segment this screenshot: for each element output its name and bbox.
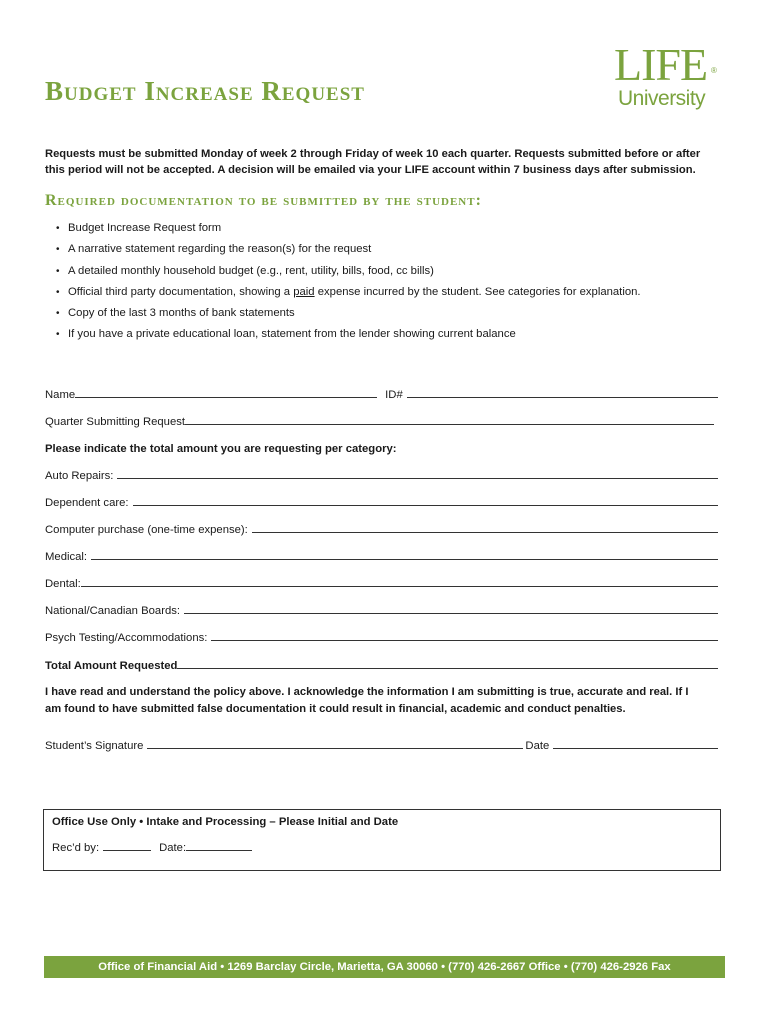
- acknowledgement-line-2: am found to have submitted false documentation it could result in financial, academic and conduct penalties.: [45, 703, 626, 715]
- logo-registered-mark: ®: [711, 66, 717, 75]
- footer-contact: Office of Financial Aid • 1269 Barclay Circle, Marietta, GA 30060 • (770) 426-2667 Office • (770) 426-2926 Fax: [98, 961, 671, 973]
- quarter-label: Quarter Submitting Request: [45, 416, 186, 428]
- computer-purchase-field[interactable]: [252, 532, 718, 533]
- name-field[interactable]: [75, 397, 377, 398]
- category-row-medical: [45, 547, 718, 563]
- policy-line-2: this period will not be accepted. A decision will be emailed via your LIFE account within 7 business days after submission.: [45, 164, 696, 176]
- category-label: National/Canadian Boards:: [45, 605, 181, 617]
- footer-bar: [44, 956, 725, 978]
- category-row-dental: [45, 574, 718, 590]
- list-item: • A narrative statement regarding the reason(s) for the request: [56, 239, 641, 260]
- list-item: • A detailed monthly household budget (e.g., rent, utility, bills, food, cc bills): [56, 261, 641, 282]
- boards-field[interactable]: [184, 613, 718, 614]
- total-label: Total Amount Requested: [45, 660, 178, 672]
- category-row-boards: [45, 601, 718, 617]
- total-field[interactable]: [177, 668, 718, 669]
- list-item-text: expense incurred by the student. See categories for explanation.: [314, 285, 641, 298]
- medical-field[interactable]: [91, 559, 718, 560]
- list-item: • Budget Increase Request form: [56, 218, 641, 239]
- category-label: Auto Repairs:: [45, 470, 114, 482]
- signature-field[interactable]: [147, 748, 523, 749]
- recd-by-label: Rec’d by:: [52, 842, 100, 854]
- signature-date-field[interactable]: [553, 748, 718, 749]
- office-use-fields: [52, 842, 260, 854]
- auto-repairs-field[interactable]: [117, 478, 718, 479]
- name-id-row: [45, 385, 718, 401]
- date-label: Date: [525, 740, 550, 752]
- submission-policy: [45, 146, 745, 178]
- category-label: Computer purchase (one-time expense):: [45, 524, 248, 536]
- quarter-row: [45, 412, 714, 428]
- id-field[interactable]: [407, 397, 718, 398]
- recd-by-field[interactable]: [103, 850, 151, 851]
- list-item: [56, 282, 641, 303]
- id-label: ID#: [385, 389, 403, 401]
- office-use-box: [43, 809, 721, 871]
- acknowledgement-line-1: I have read and understand the policy above. I acknowledge the information I am submitting is true, accurate and real. If I: [45, 686, 689, 698]
- quarter-field[interactable]: [185, 424, 714, 425]
- acknowledgement: [45, 684, 735, 718]
- page-title: Budget Increase Request: [45, 76, 365, 106]
- logo-subtitle: University: [618, 87, 706, 110]
- signature-label: Student’s Signature: [45, 740, 144, 752]
- category-label: Dental:: [45, 578, 81, 590]
- category-label: Psych Testing/Accommodations:: [45, 632, 208, 644]
- list-item: • Copy of the last 3 months of bank statements: [56, 303, 641, 324]
- category-row-auto-repairs: [45, 466, 718, 482]
- dental-field[interactable]: [81, 586, 718, 587]
- policy-line-1: Requests must be submitted Monday of week 2 through Friday of week 10 each quarter. Requests submitted before or after: [45, 148, 701, 160]
- life-university-logo: [614, 39, 724, 114]
- name-label: Name: [45, 389, 76, 401]
- list-item-text: Official third party documentation, showing a: [68, 285, 294, 298]
- signature-row: [45, 736, 718, 752]
- dependent-care-field[interactable]: [133, 505, 718, 506]
- category-row-computer-purchase: [45, 520, 718, 536]
- office-date-label: Date:: [159, 842, 187, 854]
- documentation-list: [56, 218, 641, 346]
- list-item: • If you have a private educational loan, statement from the lender showing current balance: [56, 324, 641, 345]
- category-prompt: Please indicate the total amount you are requesting per category:: [45, 443, 397, 455]
- category-row-psych-testing: [45, 628, 718, 644]
- psych-testing-field[interactable]: [211, 640, 718, 641]
- total-row: [45, 656, 718, 672]
- office-date-field[interactable]: [186, 850, 252, 851]
- documentation-heading: Required documentation to be submitted by the student:: [45, 192, 482, 209]
- logo-word: LIFE: [614, 39, 708, 90]
- paid-emphasis: paid: [293, 285, 315, 298]
- category-row-dependent-care: [45, 493, 718, 509]
- category-label: Medical:: [45, 551, 88, 563]
- office-use-title: Office Use Only • Intake and Processing – Please Initial and Date: [52, 816, 399, 828]
- category-label: Dependent care:: [45, 497, 129, 509]
